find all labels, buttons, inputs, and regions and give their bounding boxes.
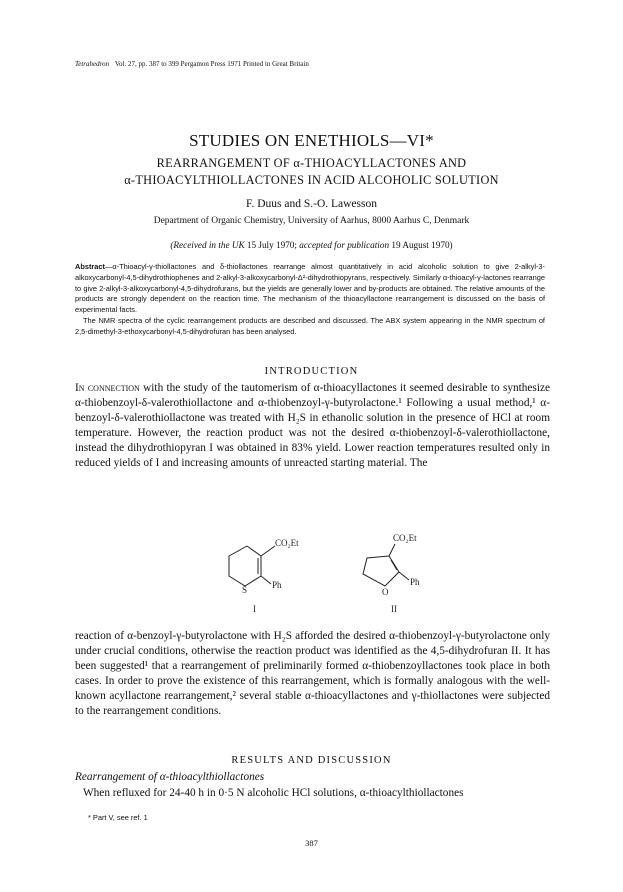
received-date: 15 July 1970; [246, 240, 297, 250]
ring-bond [363, 556, 399, 586]
phenyl-bond [399, 572, 409, 580]
accepted-label: accepted for publication [299, 240, 390, 250]
received-line [0, 240, 623, 250]
structure-II-label: II [391, 604, 397, 614]
running-head [75, 60, 309, 68]
structure-I-group: Ph [272, 580, 282, 590]
accepted-date: 19 August 1970) [391, 240, 453, 250]
structure-II-group: Ph [410, 577, 420, 587]
structure-I-label: I [253, 604, 256, 614]
abstract-text-1: —α-Thioacyl-γ-thiollactones and δ-thiollactones rearrange almost quantitatively in acid alcoholic solution to give 2-alkyl-3-alkoxycarbonyl-4,5-dihydrothiophenes and 2-alkyl-3-alkoxycarbonyl-Δ²-dihydrothiopyrans, respectively. Similarly α-thioacyl-γ-lactones rearrange to give 2-alkyl-3-alkoxycarbonyl-4,5-dihydrofurans, but the yields are generally lower and by-products are obtained. The relative amounts of the products are strongly dependent on the reaction time. The mechanism of the thioacyllactone rearrangement is discussed on the basis of experimental facts. [75, 262, 545, 315]
structure-II-drawing [355, 528, 445, 616]
authors: F. Duus and S.-O. Lawesson [245, 198, 377, 210]
page-number: 387 [305, 838, 318, 848]
introduction-paragraph-1 [75, 381, 550, 472]
double-bond [391, 560, 397, 570]
abstract-paragraph-2: The NMR spectra of the cyclic rearrangement products are described and discussed. The ABX system appearing in the NMR spectrum of 2,5-dimethyl-3-ethoxycarbonyl-4,5-dihydrofuran has been analysed. [75, 315, 545, 336]
phenyl-bond [261, 576, 271, 584]
article-subtitle-line-2: α-THIOACYLTHIOLLACTONES IN ACID ALCOHOLIC SOLUTION [124, 173, 499, 187]
structure-I-substituent: CO₂Et [275, 538, 299, 548]
article-title: STUDIES ON ENETHIOLS—VI* [189, 131, 434, 150]
structure-I-drawing [225, 528, 305, 616]
affiliation: Department of Organic Chemistry, University of Aarhus, 8000 Aarhus C, Denmark [153, 216, 470, 226]
footnote: * Part V, see ref. 1 [88, 813, 148, 822]
structure-II-substituent: CO₂Et [393, 533, 417, 543]
structure-II [355, 528, 445, 616]
results-paragraph-1: When refluxed for 24-40 h in 0·5 N alcoholic HCl solutions, α-thioacylthiollactones [83, 787, 464, 799]
journal-name: Tetrahedron [75, 60, 110, 68]
ester-bond [389, 544, 395, 556]
structure-II-heteroatom: O [382, 587, 389, 597]
introduction-lead: In connection [75, 382, 140, 394]
structure-I-heteroatom: S [242, 585, 248, 595]
chemical-structures [0, 528, 623, 618]
results-heading: RESULTS AND DISCUSSION [231, 755, 392, 766]
ring-bond [229, 546, 261, 586]
results-subheading: Rearrangement of α-thioacylthiollactones [75, 771, 265, 783]
abstract-paragraph-1 [75, 262, 545, 316]
article-subtitle-line-1: REARRANGEMENT OF α-THIOACYLLACTONES AND [156, 156, 467, 170]
structure-I [225, 528, 305, 616]
introduction-text-1: with the study of the tautomerism of α-thioacyllactones it seemed desirable to synthesize α-thiobenzoyl-δ-valerothiollactone and α-thiobenzoyl-γ-butyrolactone.¹ Following a usual method,¹ α-benzoyl-δ-valerothiollactone was treated with H₂S in ethanolic solution in the presence of HCl at room temperature. However, the reaction product was not the desired α-thiobenzoyl-δ-valerothiollactone, instead the dihydrothiopyran I was obtained in 83% yield. Lower reaction temperatures resulted only in reduced yields of I and increasing amounts of unreacted starting material. The [75, 382, 550, 470]
abstract [75, 262, 545, 338]
received-label: (Received in the UK [170, 240, 245, 250]
introduction-text-2: reaction of α-benzoyl-γ-butyrolactone with H₂S afforded the desired α-thiobenzoyl-γ-butyrolactone only under crucial conditions, otherwise the reaction product was identified as the 4,5-dihydrofuran II. It has been suggested¹ that a rearrangement of preliminarily formed α-thiobenzoyllactones took place in both cases. In order to prove the existence of this rearrangement, which is formally analogous with the well-known acyllactone rearrangement,² several stable α-thioacyllactones and γ-thiollactones were subjected to the rearrangement conditions. [75, 630, 550, 718]
introduction-paragraph-2 [75, 629, 550, 720]
ester-bond [261, 546, 275, 556]
introduction-heading: INTRODUCTION [264, 366, 359, 377]
abstract-lead: Abstract [75, 262, 105, 271]
journal-citation: Vol. 27, pp. 387 to 399 Pergamon Press 1971 Printed in Great Britain [114, 60, 309, 68]
